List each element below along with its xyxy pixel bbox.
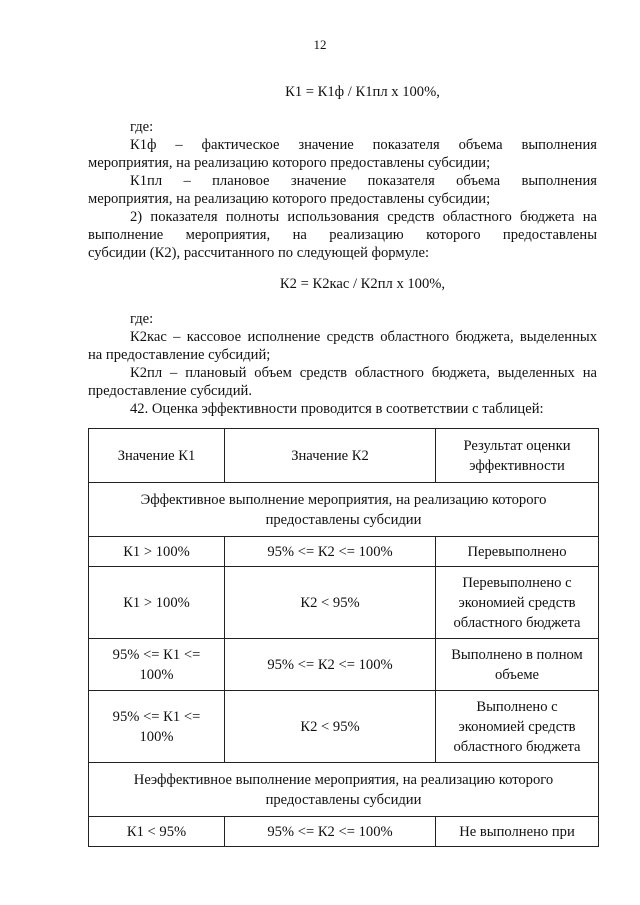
cell-result: Перевыполнено xyxy=(436,537,599,567)
k1f-definition-line2: мероприятия, на реализацию которого предоставлены субсидии; xyxy=(88,155,491,171)
table-row xyxy=(89,691,599,763)
section-row-ineffective xyxy=(89,763,599,817)
cell-k1: 95% <= К1 <= 100% xyxy=(89,639,225,691)
cell-k1: К1 > 100% xyxy=(89,537,225,567)
cell-result: Не выполнено при xyxy=(436,817,599,847)
k2kas-definition-line2: на предоставление субсидий; xyxy=(88,347,271,363)
table-row xyxy=(89,537,599,567)
k1f-definition-line1: К1ф – фактическое значение показателя объема выполнения xyxy=(130,137,597,153)
cell-k2: 95% <= К2 <= 100% xyxy=(225,817,436,847)
cell-k1: 95% <= К1 <= 100% xyxy=(89,691,225,763)
cell-k2: 95% <= К2 <= 100% xyxy=(225,639,436,691)
table-header-row xyxy=(89,429,599,483)
item-42: 42. Оценка эффективности проводится в соответствии с таблицей: xyxy=(130,401,544,417)
item-2-line2: выполнение мероприятия, на реализацию которого предоставлены xyxy=(88,227,597,243)
k1pl-definition-line1: К1пл – плановое значение показателя объема выполнения xyxy=(130,173,597,189)
evaluation-table xyxy=(88,428,599,847)
k2pl-definition-line1: К2пл – плановый объем средств областного бюджета, выделенных на xyxy=(130,365,597,381)
table-row xyxy=(89,567,599,639)
cell-k2: К2 < 95% xyxy=(225,691,436,763)
table-row xyxy=(89,817,599,847)
formula-k2: К2 = К2кас / К2пл x 100%, xyxy=(279,276,446,292)
header-k1: Значение К1 xyxy=(89,429,225,483)
cell-k2: 95% <= К2 <= 100% xyxy=(225,537,436,567)
cell-result: Выполнено в полном объеме xyxy=(436,639,599,691)
table-row xyxy=(89,639,599,691)
cell-result: Выполнено с экономией средств областного бюджета xyxy=(436,691,599,763)
item-2-line1: 2) показателя полноты использования средств областного бюджета на xyxy=(130,209,597,225)
page-number: 12 xyxy=(313,37,327,52)
formula-k1: К1 = К1ф / К1пл x 100%, xyxy=(285,84,440,100)
cell-result: Перевыполнено с экономией средств областного бюджета xyxy=(436,567,599,639)
section-effective: Эффективное выполнение мероприятия, на реализацию которого предоставлены субсидии xyxy=(89,483,599,537)
item-2-line3: субсидии (К2), рассчитанного по следующей формуле: xyxy=(88,245,430,261)
section-row-effective xyxy=(89,483,599,537)
cell-k1: К1 < 95% xyxy=(89,817,225,847)
k1pl-definition-line2: мероприятия, на реализацию которого предоставлены субсидии; xyxy=(88,191,491,207)
header-k2: Значение К2 xyxy=(225,429,436,483)
where-label-2: где: xyxy=(130,311,154,327)
section-ineffective: Неэффективное выполнение мероприятия, на реализацию которого предоставлены субсидии xyxy=(89,763,599,817)
cell-k2: К2 < 95% xyxy=(225,567,436,639)
cell-k1: К1 > 100% xyxy=(89,567,225,639)
k2pl-definition-line2: предоставление субсидий. xyxy=(88,383,252,399)
where-label-1: где: xyxy=(130,119,154,135)
header-result: Результат оценки эффективности xyxy=(436,429,599,483)
k2kas-definition-line1: К2кас – кассовое исполнение средств областного бюджета, выделенных xyxy=(130,329,597,345)
